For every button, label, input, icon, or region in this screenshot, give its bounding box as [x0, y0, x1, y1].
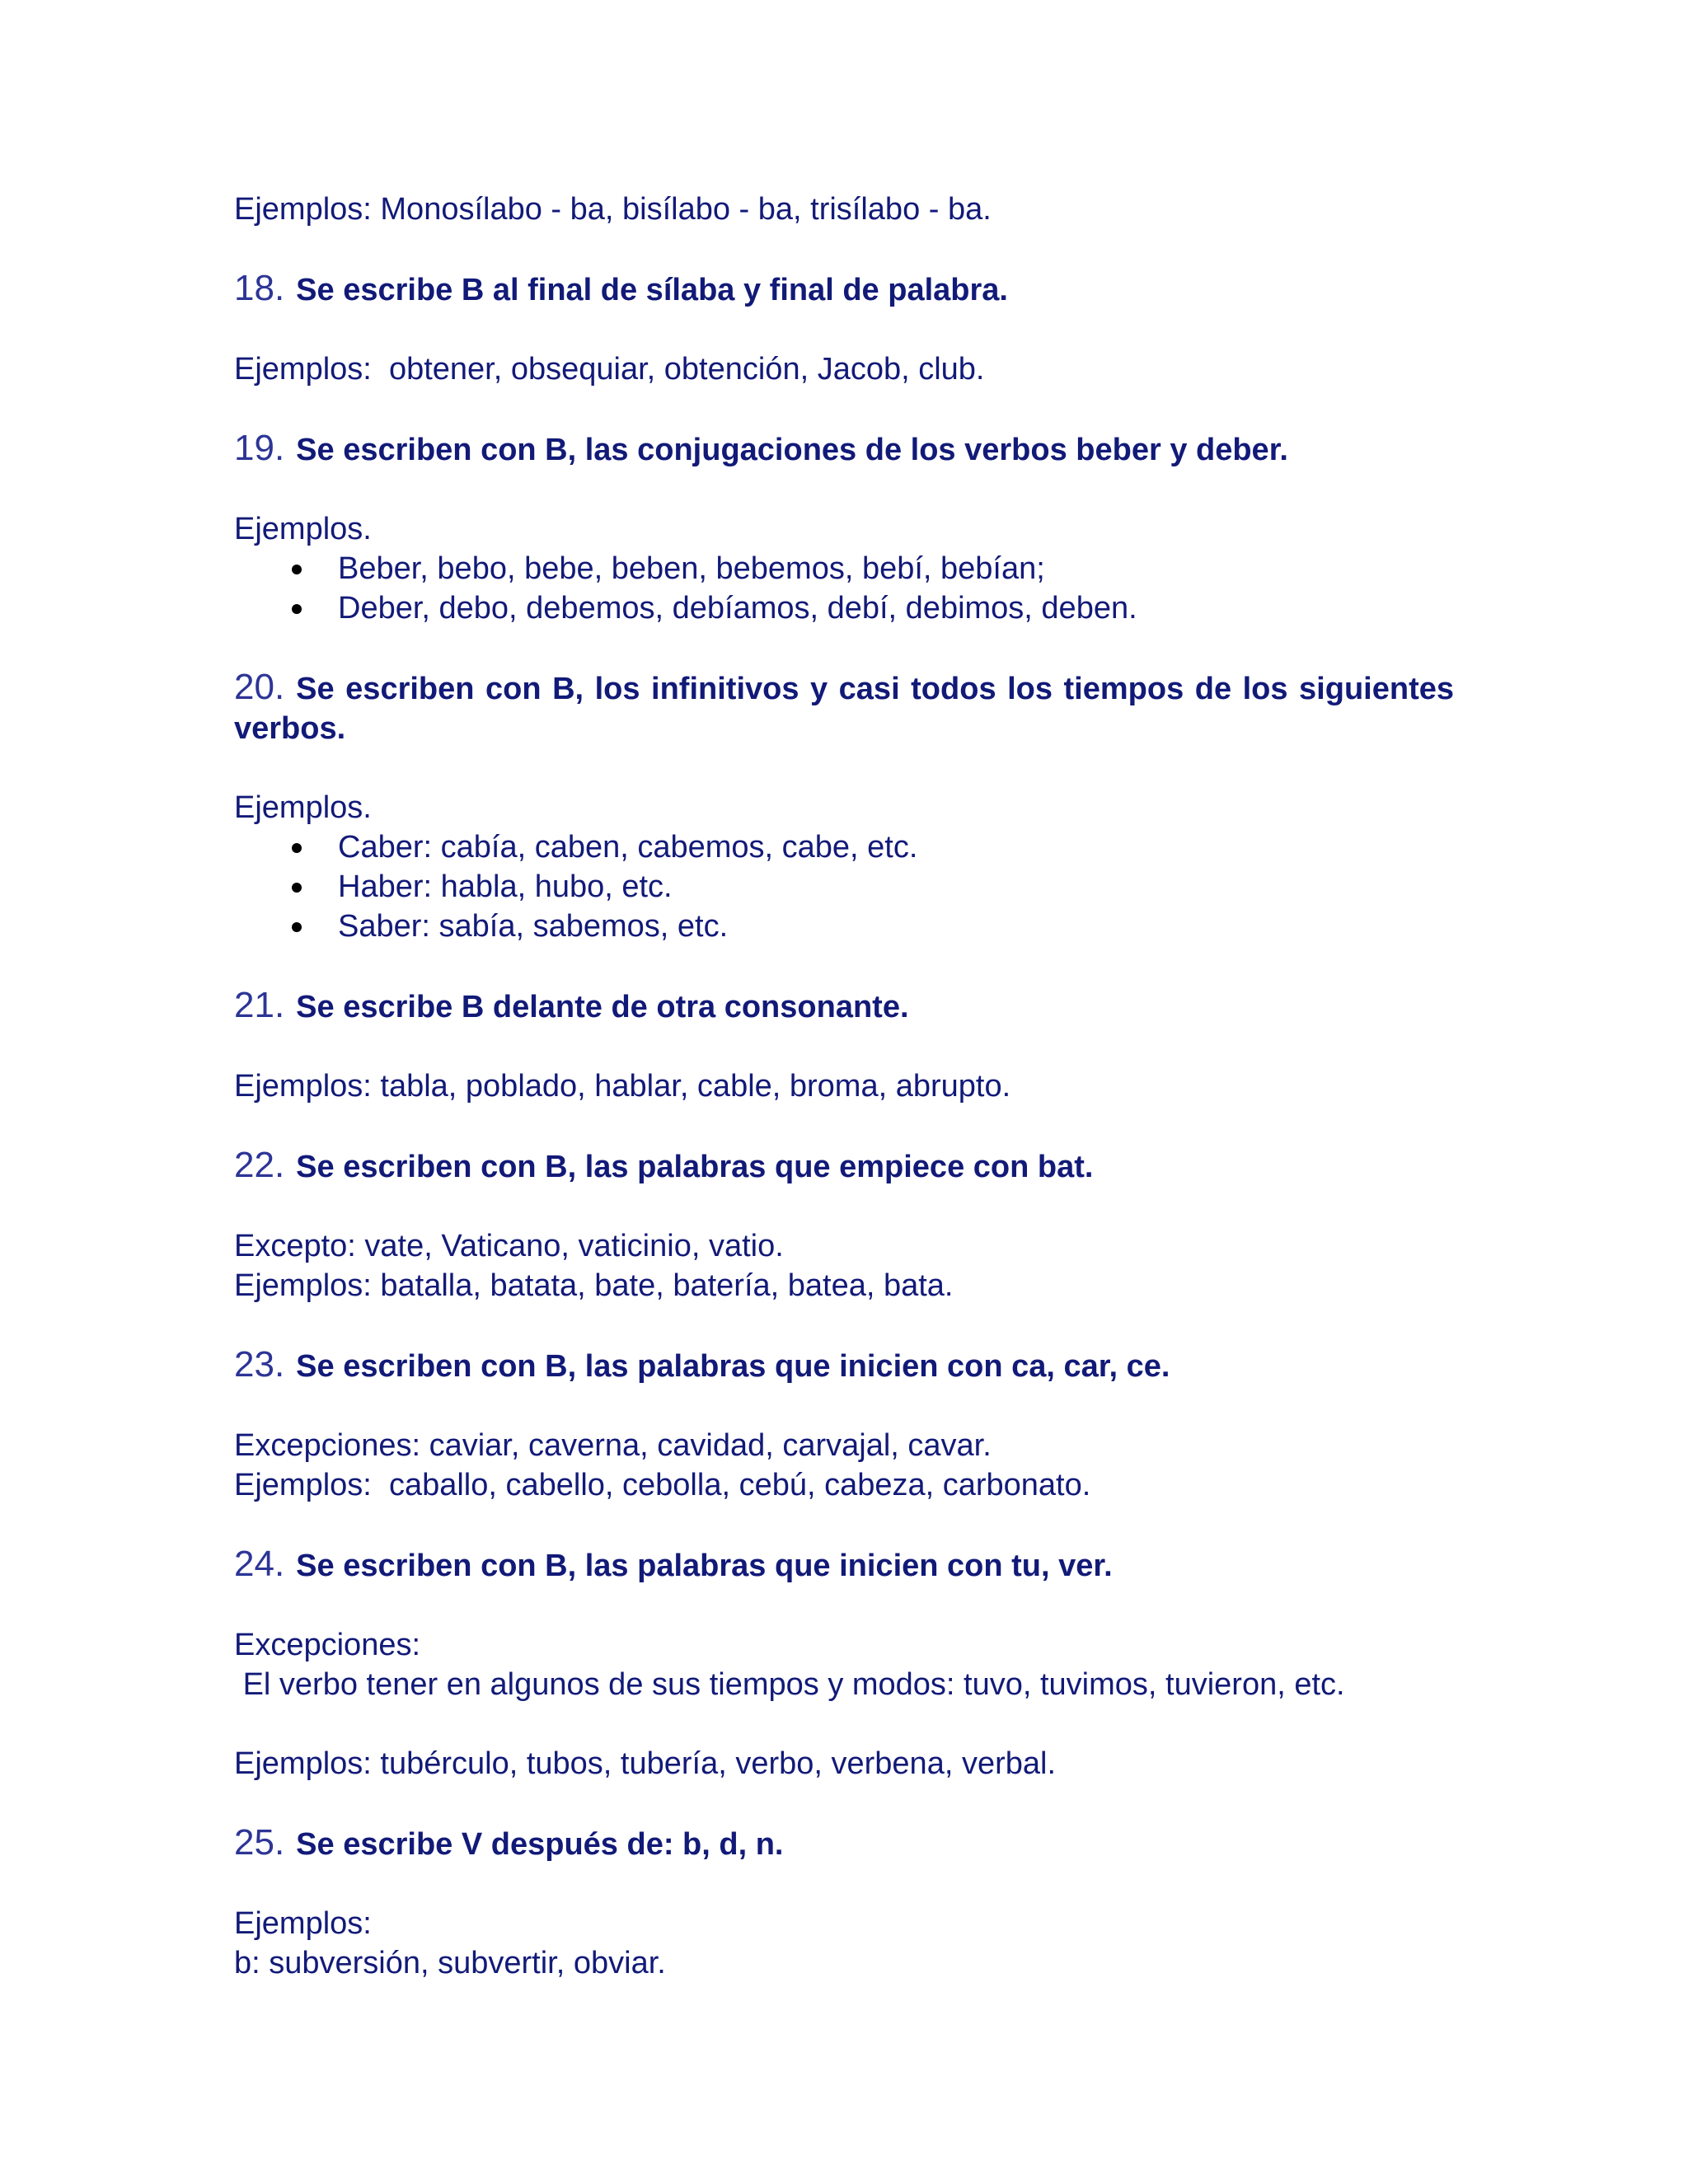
- spacer: [234, 389, 1454, 429]
- rule-18-example: Ejemplos: obtener, obsequiar, obtención, Jacob, club.: [234, 352, 985, 387]
- rule-23-exception: Excepciones: caviar, caverna, cavidad, carvajal, cavar.: [234, 1428, 992, 1463]
- rule-19-title: Se escriben con B, las conjugaciones de los verbos beber y deber.: [296, 433, 1288, 467]
- rule-20-heading: [234, 668, 1454, 748]
- bullet-icon: [292, 843, 302, 853]
- list-item-text: Haber: habla, hubo, etc.: [338, 869, 673, 904]
- rule-23-number: 23.: [234, 1344, 285, 1385]
- spacer: [234, 748, 1454, 788]
- rule-20-label: Ejemplos.: [234, 790, 372, 825]
- spacer: [234, 470, 1454, 509]
- intro-example: Ejemplos: Monosílabo - ba, bisílabo - ba, trisílabo - ba.: [234, 192, 992, 227]
- spacer: [234, 1386, 1454, 1426]
- rule-23-heading: [234, 1345, 1454, 1386]
- rule-18-heading: [234, 269, 1454, 310]
- spacer: [234, 1783, 1454, 1823]
- rule-21-heading: [234, 986, 1454, 1027]
- list-item: [234, 907, 1454, 946]
- spacer: [234, 1106, 1454, 1146]
- list-item-text: Deber, debo, debemos, debíamos, debí, debimos, deben.: [338, 591, 1137, 626]
- rule-24-exception-label: Excepciones:: [234, 1628, 421, 1662]
- rule-22-title: Se escriben con B, las palabras que empiece con bat.: [296, 1150, 1094, 1184]
- bullet-icon: [292, 604, 302, 614]
- bullet-icon: [292, 565, 302, 574]
- document-page: [234, 190, 1454, 1983]
- rule-19-label: Ejemplos.: [234, 512, 372, 546]
- rule-19-number: 19.: [234, 428, 285, 468]
- spacer: [234, 1864, 1454, 1904]
- rule-18-title: Se escribe B al final de sílaba y final de palabra.: [296, 273, 1008, 307]
- list-item: [234, 827, 1454, 867]
- list-item: [234, 867, 1454, 907]
- list-item-text: Saber: sabía, sabemos, etc.: [338, 909, 729, 944]
- list-item-text: Beber, bebo, bebe, beben, bebemos, bebí, bebían;: [338, 551, 1045, 586]
- rule-22-heading: [234, 1146, 1454, 1187]
- rule-25-heading: [234, 1823, 1454, 1864]
- bullet-icon: [292, 883, 302, 893]
- rule-23-example: Ejemplos: caballo, cabello, cebolla, cebú, cabeza, carbonato.: [234, 1468, 1091, 1502]
- rule-22-number: 22.: [234, 1145, 285, 1185]
- rule-22-example: Ejemplos: batalla, batata, bate, batería, batea, bata.: [234, 1268, 954, 1303]
- spacer: [234, 310, 1454, 349]
- rule-23-title: Se escriben con B, las palabras que inicien con ca, car, ce.: [296, 1349, 1170, 1384]
- rule-19-heading: [234, 429, 1454, 470]
- spacer: [234, 1586, 1454, 1625]
- rule-21-title: Se escribe B delante de otra consonante.: [296, 990, 909, 1024]
- list-item: [234, 588, 1454, 628]
- spacer: [234, 1187, 1454, 1226]
- rule-25-line-b: b: subversión, subvertir, obviar.: [234, 1946, 666, 1980]
- rule-20-number: 20.: [234, 667, 285, 707]
- spacer: [234, 1704, 1454, 1744]
- spacer: [234, 1505, 1454, 1544]
- rule-25-title: Se escribe V después de: b, d, n.: [296, 1827, 784, 1862]
- rule-25-number: 25.: [234, 1822, 285, 1863]
- rule-19-list: [234, 549, 1454, 628]
- rule-24-exception-text: El verbo tener en algunos de sus tiempos y modos: tuvo, tuvimos, tuvieron, etc.: [234, 1667, 1345, 1702]
- bullet-icon: [292, 922, 302, 932]
- rule-20-title: Se escriben con B, los infinitivos y casi todos los tiempos de los siguientes verbos.: [234, 672, 1454, 746]
- rule-24-example: Ejemplos: tubérculo, tubos, tubería, verbo, verbena, verbal.: [234, 1746, 1056, 1781]
- rule-21-example: Ejemplos: tabla, poblado, hablar, cable, broma, abrupto.: [234, 1069, 1011, 1104]
- rule-21-number: 21.: [234, 985, 285, 1025]
- rule-20-list: [234, 827, 1454, 946]
- spacer: [234, 229, 1454, 269]
- rule-25-label: Ejemplos:: [234, 1906, 372, 1941]
- spacer: [234, 628, 1454, 668]
- rule-24-number: 24.: [234, 1544, 285, 1584]
- spacer: [234, 1305, 1454, 1345]
- rule-18-number: 18.: [234, 268, 285, 308]
- list-item-text: Caber: cabía, caben, cabemos, cabe, etc.: [338, 830, 918, 865]
- list-item: [234, 549, 1454, 588]
- rule-22-exception: Excepto: vate, Vaticano, vaticinio, vatio.: [234, 1229, 784, 1263]
- spacer: [234, 1027, 1454, 1066]
- rule-24-title: Se escriben con B, las palabras que inicien con tu, ver.: [296, 1549, 1113, 1583]
- spacer: [234, 946, 1454, 986]
- rule-24-heading: [234, 1544, 1454, 1586]
